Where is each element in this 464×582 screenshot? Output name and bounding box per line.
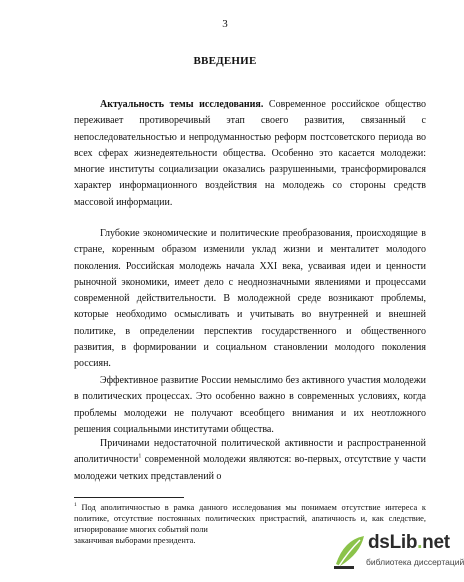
footnote-marker: 1 xyxy=(74,502,77,509)
paragraph-text: Глубокие экономические и политические преобразования, происходящие в стране, коренным образом изменили уклад жизни и менталитет молодого поколения. Российская молодежь начала XXI века, усваивая идеи и ценности рыночной экономики, имеет дело с неоднозначными явлениями и процессами современной действительности. В молодежной среде возникают проблемы, которые необходимо осмысливать и учитывать во внутренней и внешней политике, в определении перспектив государственного и общественного развития, в формировании и социальном становлении молодого поколения россиян. xyxy=(74,228,426,370)
paragraph-development xyxy=(74,373,426,444)
paragraph-text-continued: современной молодежи являются: во-первых, отсутствие у части молодежи четких представлений о xyxy=(74,454,426,482)
paragraph-causes xyxy=(74,436,426,491)
paragraph-lead: Актуальность темы исследования. xyxy=(100,99,264,110)
dslib-watermark xyxy=(330,530,464,574)
paragraph-transformations xyxy=(74,226,426,379)
section-heading: ВВЕДЕНИЕ xyxy=(193,55,257,67)
watermark-brand: dsLib.net xyxy=(368,532,450,553)
paragraph-text: Современное российское общество переживает противоречивый этап своего развития, связанный с непоследовательностью и непродуманностью реформ постсоветского периода во всех сферах жизнедеятельности общества. Особенно это касается молодежи: многие институты социализации оказались разрушенными, трансформировался характер информационного воздействия на молодежь со стороны средств массовой информации. xyxy=(74,99,427,208)
watermark-subtitle: библиотека диссертаций xyxy=(366,557,464,567)
paragraph-text: Причинами недостаточной политической активности и распространенной аполитичности xyxy=(74,438,426,466)
paragraph-relevance xyxy=(74,97,426,217)
page-number: 3 xyxy=(222,18,228,30)
footnote-separator xyxy=(74,497,184,498)
footnote-continuation: заканчивая выборами президента. xyxy=(74,536,196,545)
footnote-reference[interactable]: 1 xyxy=(138,453,142,460)
paragraph-text: Эффективное развитие России немыслимо без активного участия молодежи в политических процессах. Это особенно важно в современных условиях, когда проблемы молодежи не получают всеобщего внимания и их неотложного решения социальными институтами общества. xyxy=(74,375,426,435)
footnote-text: Под аполитичностью в рамка данного исследования мы понимаем отсутствие интереса к политике, отсутствие постоянных политических пристрастий, апатичность и, как следствие, игнорирование многих событий поли xyxy=(74,503,426,534)
